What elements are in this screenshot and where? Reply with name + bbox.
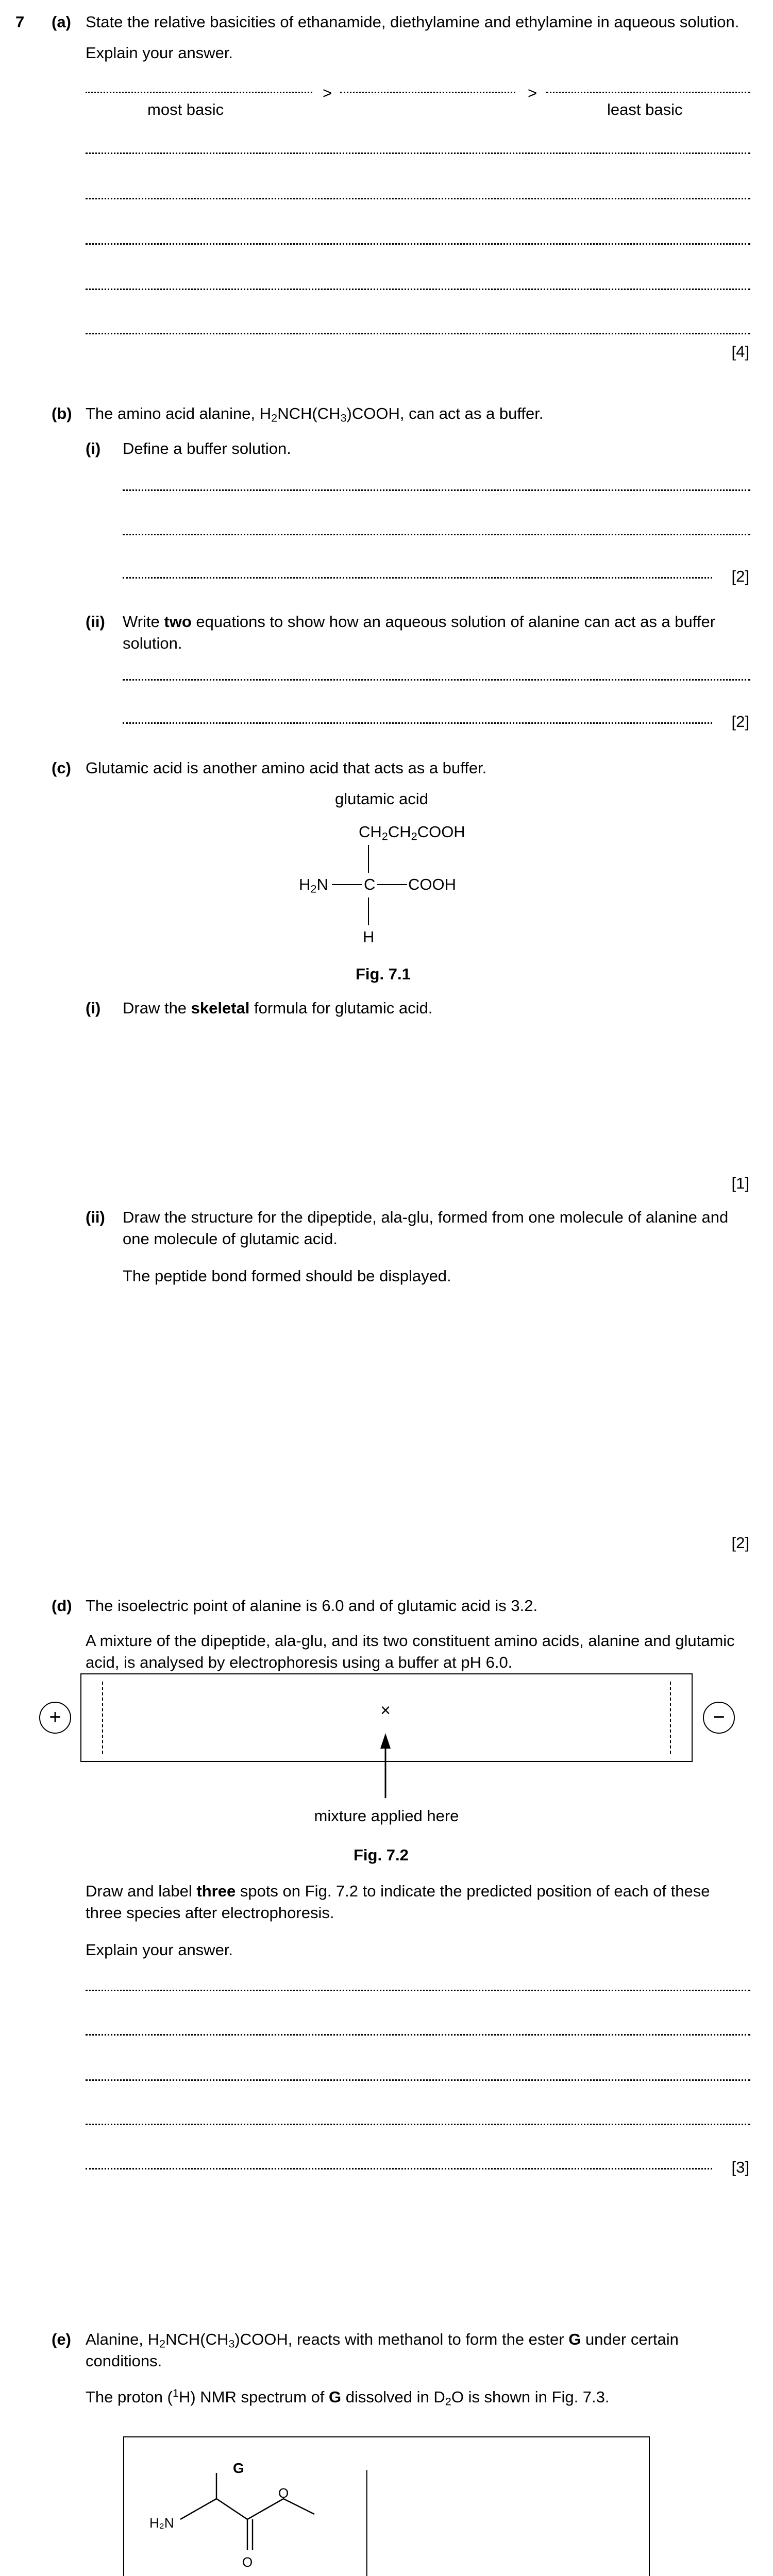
answer-line[interactable] [86,198,750,199]
answer-line[interactable] [86,1990,750,1991]
bond-left [332,884,362,885]
part-d-label: (d) [52,1597,72,1615]
part-c-ii-label: (ii) [86,1208,105,1226]
part-c-ii-note: The peptide bond formed should be displayed. [123,1267,451,1285]
least-basic-label: least basic [607,100,683,118]
fig-7-2-caption: Fig. 7.2 [354,1846,409,1864]
answer-line[interactable] [123,489,750,491]
part-c-stem: Glutamic acid is another amino acid that acts as a buffer. [86,759,487,777]
part-c-i-label: (i) [86,999,101,1017]
bond-right [377,884,407,885]
part-b-i-label: (i) [86,439,101,457]
part-e-label: (e) [52,2330,71,2348]
fig-7-1-caption: Fig. 7.1 [356,965,411,983]
answer-line[interactable] [86,2168,712,2170]
right-electrode-line [670,1682,671,1754]
answer-line[interactable] [86,2034,750,2036]
part-d-marks: [3] [731,2158,749,2176]
answer-line[interactable] [86,333,750,334]
answer-line-least-basic[interactable] [546,92,750,93]
part-b-ii-label: (ii) [86,613,105,631]
answer-line-middle[interactable] [340,92,515,93]
bond-vertical-top [368,845,369,873]
answer-line[interactable] [123,534,750,535]
part-c-ii-text: Draw the structure for the dipeptide, ala-glu, formed from one molecule of alanine and one molecule of glutamic acid. [123,1208,729,1248]
part-e-nmr-intro: The proton ($^1$H) NMR spectrum of G dissolved in $D_2O$ is shown in Fig. 7.3. [86,2386,610,2408]
application-arrow [376,1731,397,1803]
part-b-ii-marks: [2] [731,713,749,731]
part-c-i-text: Draw the skeletal formula for glutamic acid. [123,999,433,1017]
most-basic-label: most basic [147,100,224,118]
part-d-instruction: Draw and label three spots on Fig. 7.2 to indicate the predicted position of each of these three species after electrophoresis. [86,1882,710,1922]
part-b-label: (b) [52,404,72,422]
question-number: 7 [15,13,25,31]
alpha-carbon: C [364,875,376,893]
alpha-hydrogen: H [363,928,375,946]
part-e-stem: Alanine, $H_2NCH(CH_3)COOH$, reacts with methanol to form the ester G under certain conditions. [86,2330,679,2370]
amine-group: $H_2N$ [299,875,328,895]
molecule-g-ester-o: O [278,2485,289,2501]
part-b-i-text: Define a buffer solution. [123,439,291,457]
applied-here-label: mixture applied here [314,1807,459,1825]
answer-line[interactable] [86,2124,750,2125]
part-c-ii-marks: [2] [731,1534,749,1552]
answer-line-most-basic[interactable] [86,92,312,93]
part-b-stem: The amino acid alanine, $H_2NCH(CH_3)COOH$, can act as a buffer. [86,404,544,425]
part-a-stem: State the relative basicities of ethanamide, diethylamine and ethylamine in aqueous solution. [86,13,740,31]
left-electrode-line [102,1682,103,1754]
molecule-g-nh2: H₂N [149,2515,174,2531]
part-d-explain: Explain your answer. [86,1941,233,1959]
part-a-label: (a) [52,13,71,31]
answer-line[interactable] [123,577,712,579]
side-chain: $CH_2CH_2COOH$ [359,823,465,843]
spectrum-peaks [326,2470,597,2576]
nmr-spectrum-chart [119,2432,654,2576]
answer-line[interactable] [86,243,750,245]
part-d-stem: The isoelectric point of alanine is 6.0 and of glutamic acid is 3.2. [86,1597,538,1615]
part-c-label: (c) [52,759,71,777]
cathode-minus-symbol: − [703,1702,735,1734]
answer-line[interactable] [86,289,750,290]
gt-sign-2: > [528,84,537,102]
part-a-marks: [4] [731,343,749,361]
molecule-g-structure [180,2473,314,2550]
answer-line[interactable] [123,679,750,681]
carboxyl-group: COOH [408,875,456,893]
bond-vertical-bottom [368,897,369,925]
anode-plus-symbol: + [39,1702,71,1734]
molecule-g-label: G [233,2460,244,2476]
application-point-cross: × [380,1701,391,1720]
part-a-explain: Explain your answer. [86,44,233,62]
structure-name: glutamic acid [335,790,428,808]
molecule-g-carbonyl-o: O [242,2554,253,2570]
part-d-stem-2: A mixture of the dipeptide, ala-glu, and its two constituent amino acids, alanine and glutamic acid, is analysed by electrophoresis using a buffer at pH 6.0. [86,1632,735,1671]
part-b-i-marks: [2] [731,567,749,585]
answer-line[interactable] [123,722,712,724]
part-b-ii-text: Write two equations to show how an aqueous solution of alanine can act as a buffer solution. [123,613,716,652]
answer-line[interactable] [86,152,750,154]
gt-sign-1: > [323,84,332,102]
answer-line[interactable] [86,2079,750,2081]
part-c-i-marks: [1] [731,1174,749,1192]
